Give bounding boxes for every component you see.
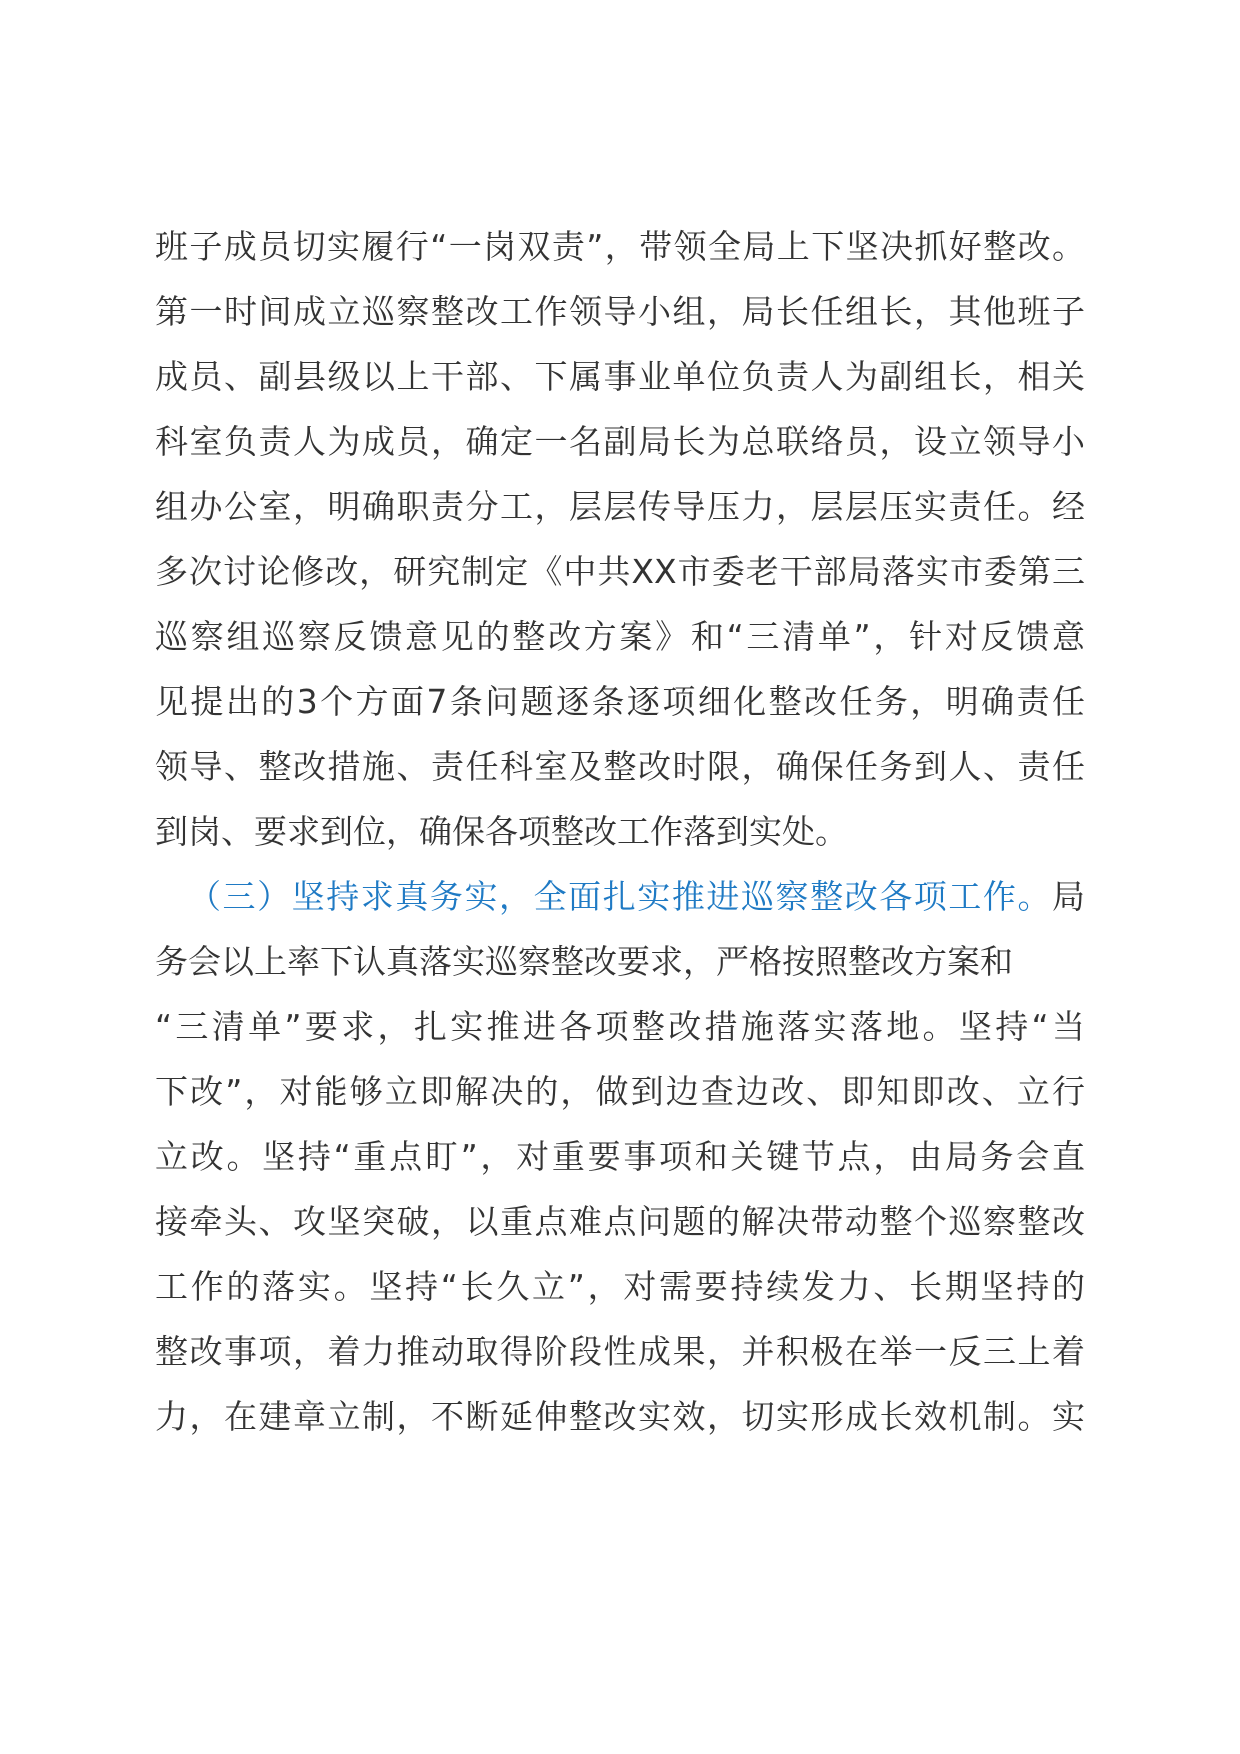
text-line: 立改。坚持“重点盯”，对重要事项和关键节点，由局务会直 xyxy=(155,1137,1085,1176)
paragraph-2 xyxy=(155,864,1085,1449)
text-line: 到岗、要求到位，确保各项整改工作落到实处。 xyxy=(155,812,848,851)
text-line: 组办公室，明确职责分工，层层传导压力，层层压实责任。经 xyxy=(155,487,1085,526)
heading-line xyxy=(155,864,1085,929)
text-line: 整改事项，着力推动取得阶段性成果，并积极在举一反三上着 xyxy=(155,1332,1085,1371)
text-line: 第一时间成立巡察整改工作领导小组，局长任组长，其他班子 xyxy=(155,292,1085,331)
text-line: 接牵头、攻坚突破，以重点难点问题的解决带动整个巡察整改 xyxy=(155,1202,1085,1241)
text-line: 工作的落实。坚持“长久立”，对需要持续发力、长期坚持的 xyxy=(155,1267,1085,1306)
text-line: 力，在建章立制，不断延伸整改实效，切实形成长效机制。实 xyxy=(155,1397,1085,1436)
text-line: 领导、整改措施、责任科室及整改时限，确保任务到人、责任 xyxy=(155,747,1085,786)
text-line: 科室负责人为成员，确定一名副局长为总联络员，设立领导小 xyxy=(155,422,1085,461)
text-line: 下改”，对能够立即解决的，做到边查边改、即知即改、立行 xyxy=(155,1072,1085,1111)
text-line: 见提出的3个方面7条问题逐条逐项细化整改任务，明确责任 xyxy=(155,682,1085,721)
text-line: 巡察组巡察反馈意见的整改方案》和“三清单”，针对反馈意 xyxy=(155,617,1085,656)
text-line: 班子成员切实履行“一岗双责”，带领全局上下坚决抓好整改。 xyxy=(155,227,1085,266)
paragraph-1 xyxy=(155,214,1085,864)
heading-line-rest: 局 xyxy=(1052,877,1085,916)
document-body xyxy=(155,214,1085,1449)
text-line: 多次讨论修改，研究制定《中共XX市委老干部局落实市委第三 xyxy=(155,552,1085,591)
text-line: 成员、副县级以上干部、下属事业单位负责人为副组长，相关 xyxy=(155,357,1085,396)
text-line: 务会以上率下认真落实巡察整改要求，严格按照整改方案和 xyxy=(155,942,1013,981)
section-heading: （三）坚持求真务实，全面扎实推进巡察整改各项工作。 xyxy=(188,877,1052,916)
text-line: “三清单”要求，扎实推进各项整改措施落实落地。坚持“当 xyxy=(155,1007,1085,1046)
